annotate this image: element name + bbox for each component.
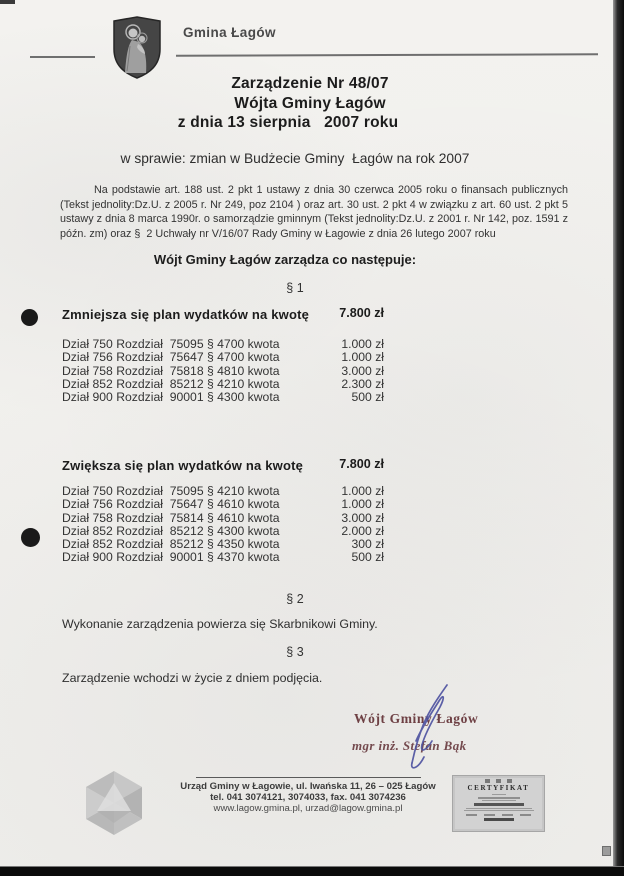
title-line-1: Zarządzenie Nr 48/07 xyxy=(231,75,389,92)
scan-edge-right xyxy=(613,0,624,876)
certificate-text-line xyxy=(492,794,506,795)
title-line-2: Wójta Gminy Łagów xyxy=(234,94,386,112)
budget-row-amount: 3.000 zł xyxy=(341,363,384,378)
certificate-text-line xyxy=(474,803,524,806)
budget-row-amount: 500 zł xyxy=(351,550,384,565)
budget-row-label: Dział 750 Rozdział 75095 § 4700 kwota xyxy=(62,337,280,351)
section-1-mark: § 1 xyxy=(286,281,304,295)
scan-edge-artifact xyxy=(0,0,15,4)
budget-row-label: Dział 750 Rozdział 75095 § 4210 kwota xyxy=(62,484,280,498)
decree-intro: Wójt Gminy Łagów zarządza co następuje: xyxy=(153,252,417,267)
hole-punch-dot xyxy=(21,309,38,326)
budget-row-label: Dział 852 Rozdział 85212 § 4210 kwota xyxy=(62,376,280,391)
decrease-total: 7.800 zł xyxy=(339,306,384,320)
hole-punch-dot xyxy=(21,528,40,547)
increase-header xyxy=(62,457,384,473)
budget-row-label: Dział 758 Rozdział 75818 § 4810 kwota xyxy=(62,363,280,378)
footer-web-email: www.lagow.gmina.pl, urzad@lagow.gmina.pl xyxy=(213,803,403,814)
table-row xyxy=(62,377,384,390)
table-row xyxy=(62,364,384,377)
certificate-emblems-icon xyxy=(485,779,512,783)
decrease-rows xyxy=(62,337,384,403)
certificate-title: CERTYFIKAT xyxy=(467,784,530,792)
budget-row-amount: 1.000 zł xyxy=(341,337,384,351)
budget-row-amount: 1.000 zł xyxy=(341,497,384,512)
decrease-label: Zmniejsza się plan wydatków na kwotę xyxy=(62,307,310,322)
table-row xyxy=(62,537,384,550)
footer-address: Urząd Gminy w Łagowie, ul. Iwańska 11, 26 – 025 Łagów xyxy=(180,781,436,792)
budget-row-amount: 3.000 zł xyxy=(341,510,384,525)
budget-row-label: Dział 852 Rozdział 85212 § 4300 kwota xyxy=(62,523,280,538)
footer-divider xyxy=(196,777,421,778)
budget-row-label: Dział 900 Rozdział 90001 § 4370 kwota xyxy=(62,550,280,565)
increase-rows xyxy=(62,484,384,564)
signer-title-stamp: Wójt Gminy Łagów xyxy=(354,711,479,726)
table-row xyxy=(62,524,384,537)
budget-row-amount: 2.000 zł xyxy=(341,523,384,538)
subject-line: w sprawie: zmian w Budżecie Gminy Łagów na rok 2007 xyxy=(120,151,470,166)
table-row xyxy=(62,484,384,497)
increase-label: Zwiększa się plan wydatków na kwotę xyxy=(62,458,304,473)
budget-row-amount: 300 zł xyxy=(351,537,384,551)
legal-basis-paragraph: Na podstawie art. 188 ust. 2 pkt 1 ustawy z dnia 30 czerwca 2005 roku o finansach publicznych (Tekst jednolity:Dz.U. z 2005 r. Nr 249, poz 2104 ) oraz art. 30 ust. 2 pkt 4 w związku z art. 60 ust. 2 pkt 5 ustawy z dnia 8 marca 1990r. o samorządzie gminnym (Tekst jednolity:Dz.U. z 2001 r. Nr 142, poz. 1591 z późn. zm) oraz § 2 Uchwały nr V/16/07 Rady Gminy w Łagowie z dnia 26 lutego 2007 roku xyxy=(60,184,571,241)
section-3-mark: § 3 xyxy=(286,645,304,659)
organization-name: Gmina Łagów xyxy=(183,25,276,40)
certificate-signature-row xyxy=(466,814,531,816)
budget-row-amount: 1.000 zł xyxy=(341,484,384,498)
certificate-seal-bar xyxy=(484,818,514,821)
table-row xyxy=(62,337,384,350)
table-row xyxy=(62,390,384,403)
section-2-text: Wykonanie zarządzenia powierza się Skarbnikowi Gminy. xyxy=(62,617,378,631)
certificate-text-line xyxy=(478,797,520,799)
footer-phones: tel. 041 3074121, 3074033, fax. 041 3074236 xyxy=(210,792,406,803)
budget-row-amount: 500 zł xyxy=(351,390,384,404)
header-divider-left xyxy=(30,56,95,58)
increase-total: 7.800 zł xyxy=(339,457,384,471)
coat-of-arms-icon xyxy=(112,16,162,79)
budget-row-label: Dział 852 Rozdział 85212 § 4350 kwota xyxy=(62,537,280,551)
title-line-3: z dnia 13 sierpnia 2007 roku xyxy=(177,114,399,131)
budget-row-amount: 1.000 zł xyxy=(341,350,384,365)
section-2-mark: § 2 xyxy=(286,592,304,606)
certificate-stamp xyxy=(452,775,545,832)
decrease-header xyxy=(62,306,384,322)
budget-row-label: Dział 756 Rozdział 75647 § 4700 kwota xyxy=(62,350,280,365)
table-row xyxy=(62,350,384,363)
page-number-mark xyxy=(602,846,611,856)
budget-row-label: Dział 900 Rozdział 90001 § 4300 kwota xyxy=(62,390,280,404)
budget-row-amount: 2.300 zł xyxy=(341,376,384,391)
certificate-text-line xyxy=(466,808,532,809)
budget-row-label: Dział 756 Rozdział 75647 § 4610 kwota xyxy=(62,497,280,512)
signer-name-stamp: mgr inż. Stefan Bąk xyxy=(352,738,467,753)
signature-ink-icon xyxy=(392,679,462,774)
scan-edge-bottom xyxy=(0,866,624,876)
certificate-text-line xyxy=(464,810,534,811)
table-row xyxy=(62,550,384,563)
header-divider xyxy=(176,53,598,56)
certificate-text-line xyxy=(482,800,516,801)
document-title xyxy=(60,74,560,133)
table-row xyxy=(62,497,384,510)
table-row xyxy=(62,511,384,524)
section-3-text: Zarządzenie wchodzi w życie z dniem podjęcia. xyxy=(62,671,323,685)
budget-row-label: Dział 758 Rozdział 75814 § 4610 kwota xyxy=(62,510,280,525)
